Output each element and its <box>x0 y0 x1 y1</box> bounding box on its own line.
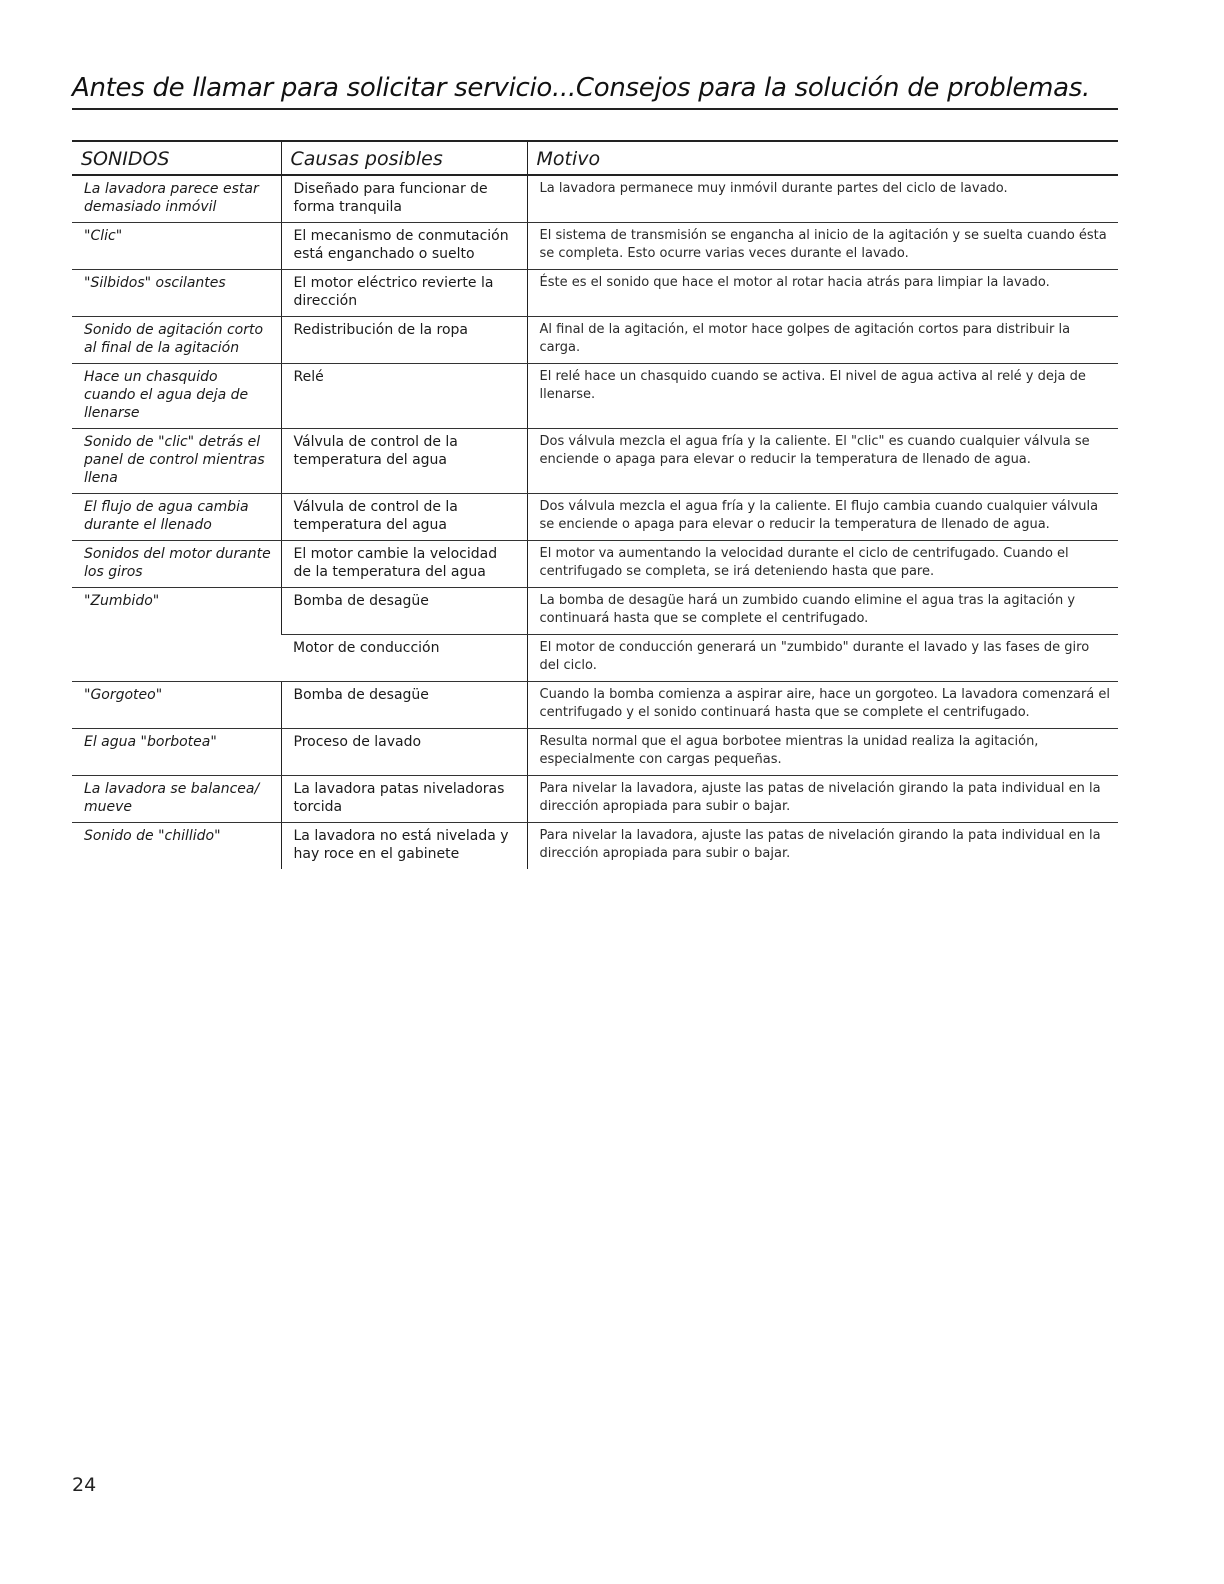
reason-cell: El motor de conducción generará un "zumbido" durante el lavado y las fases de giro del ciclo. <box>527 635 1118 682</box>
cause-cell: La lavadora patas niveladoras torcida <box>281 776 527 823</box>
reason-cell: La lavadora permanece muy inmóvil durante partes del ciclo de lavado. <box>527 175 1118 223</box>
cause-cell: Motor de conducción <box>281 635 527 682</box>
sound-cell: "Silbidos" oscilantes <box>72 270 281 317</box>
reason-cell: Para nivelar la lavadora, ajuste las patas de nivelación girando la pata individual en la dirección apropiada para subir o bajar. <box>527 823 1118 870</box>
reason-cell: Para nivelar la lavadora, ajuste las patas de nivelación girando la pata individual en la dirección apropiada para subir o bajar. <box>527 776 1118 823</box>
table-row <box>72 270 1118 317</box>
reason-cell: Dos válvula mezcla el agua fría y la caliente. El flujo cambia cuando cualquier válvula se enciende o apaga para elevar o reducir la temperatura de llenado de agua. <box>527 494 1118 541</box>
table-row <box>72 729 1118 776</box>
cause-cell: Diseñado para funcionar de forma tranquila <box>281 175 527 223</box>
cause-cell: Proceso de lavado <box>281 729 527 776</box>
cause-cell: El motor eléctrico revierte la dirección <box>281 270 527 317</box>
cause-cell: Redistribución de la ropa <box>281 317 527 364</box>
table-row <box>72 494 1118 541</box>
sound-cell: El agua "borbotea" <box>72 729 281 776</box>
sound-cell: Sonidos del motor durante los giros <box>72 541 281 588</box>
sound-cell: La lavadora parece estar demasiado inmóvil <box>72 175 281 223</box>
cause-cell: Válvula de control de la temperatura del agua <box>281 494 527 541</box>
page-number: 24 <box>72 1474 97 1496</box>
table-row <box>72 776 1118 823</box>
column-header-causes: Causas posibles <box>281 141 527 175</box>
cause-cell: El mecanismo de conmutación está enganchado o suelto <box>281 223 527 270</box>
sound-cell: "Gorgoteo" <box>72 682 281 729</box>
cause-cell: Válvula de control de la temperatura del agua <box>281 429 527 494</box>
table-row <box>72 541 1118 588</box>
table-header-row <box>72 141 1118 175</box>
reason-cell: El relé hace un chasquido cuando se activa. El nivel de agua activa al relé y deja de llenarse. <box>527 364 1118 429</box>
reason-cell: Dos válvula mezcla el agua fría y la caliente. El "clic" es cuando cualquier válvula se enciende o apaga para elevar o reducir la temperatura de llenado de agua. <box>527 429 1118 494</box>
page-title: Antes de llamar para solicitar servicio...Consejos para la solución de problemas. <box>72 73 1090 103</box>
reason-cell: Resulta normal que el agua borbotee mientras la unidad realiza la agitación, especialmente con cargas pequeñas. <box>527 729 1118 776</box>
reason-cell: El sistema de transmisión se engancha al inicio de la agitación y se suelta cuando ésta se completa. Esto ocurre varias veces durante el lavado. <box>527 223 1118 270</box>
table-row <box>72 175 1118 223</box>
sound-cell: Sonido de "clic" detrás el panel de control mientras llena <box>72 429 281 494</box>
troubleshooting-table <box>72 140 1118 869</box>
sound-cell: "Zumbido" <box>72 588 281 682</box>
reason-cell: Éste es el sonido que hace el motor al rotar hacia atrás para limpiar la lavado. <box>527 270 1118 317</box>
reason-cell: El motor va aumentando la velocidad durante el ciclo de centrifugado. Cuando el centrifugado se completa, se irá deteniendo hasta que pare. <box>527 541 1118 588</box>
cause-cell: Bomba de desagüe <box>281 682 527 729</box>
reason-cell: Al final de la agitación, el motor hace golpes de agitación cortos para distribuir la carga. <box>527 317 1118 364</box>
cause-cell: La lavadora no está nivelada y hay roce en el gabinete <box>281 823 527 870</box>
sound-cell: La lavadora se balancea/ mueve <box>72 776 281 823</box>
column-header-sounds: SONIDOS <box>72 141 281 175</box>
table-row <box>72 682 1118 729</box>
title-rule <box>72 108 1118 110</box>
table-row <box>72 317 1118 364</box>
cause-cell: El motor cambie la velocidad de la temperatura del agua <box>281 541 527 588</box>
table-row <box>72 588 1118 635</box>
sound-cell: Hace un chasquido cuando el agua deja de llenarse <box>72 364 281 429</box>
sound-cell: El flujo de agua cambia durante el llenado <box>72 494 281 541</box>
sound-cell: Sonido de "chillido" <box>84 828 221 844</box>
table-row <box>72 823 1118 870</box>
reason-cell: La bomba de desagüe hará un zumbido cuando elimine el agua tras la agitación y continuará hasta que se complete el centrifugado. <box>527 588 1118 635</box>
sound-cell: "Clic" <box>72 223 281 270</box>
table-row <box>72 429 1118 494</box>
cause-cell: Relé <box>281 364 527 429</box>
table-row <box>72 364 1118 429</box>
sound-cell: Sonido de agitación corto al final de la agitación <box>72 317 281 364</box>
reason-cell: Cuando la bomba comienza a aspirar aire, hace un gorgoteo. La lavadora comenzará el centrifugado y el sonido continuará hasta que se complete el centrifugado. <box>527 682 1118 729</box>
table-row <box>72 223 1118 270</box>
column-header-reason: Motivo <box>527 141 1118 175</box>
cause-cell: Bomba de desagüe <box>281 588 527 635</box>
